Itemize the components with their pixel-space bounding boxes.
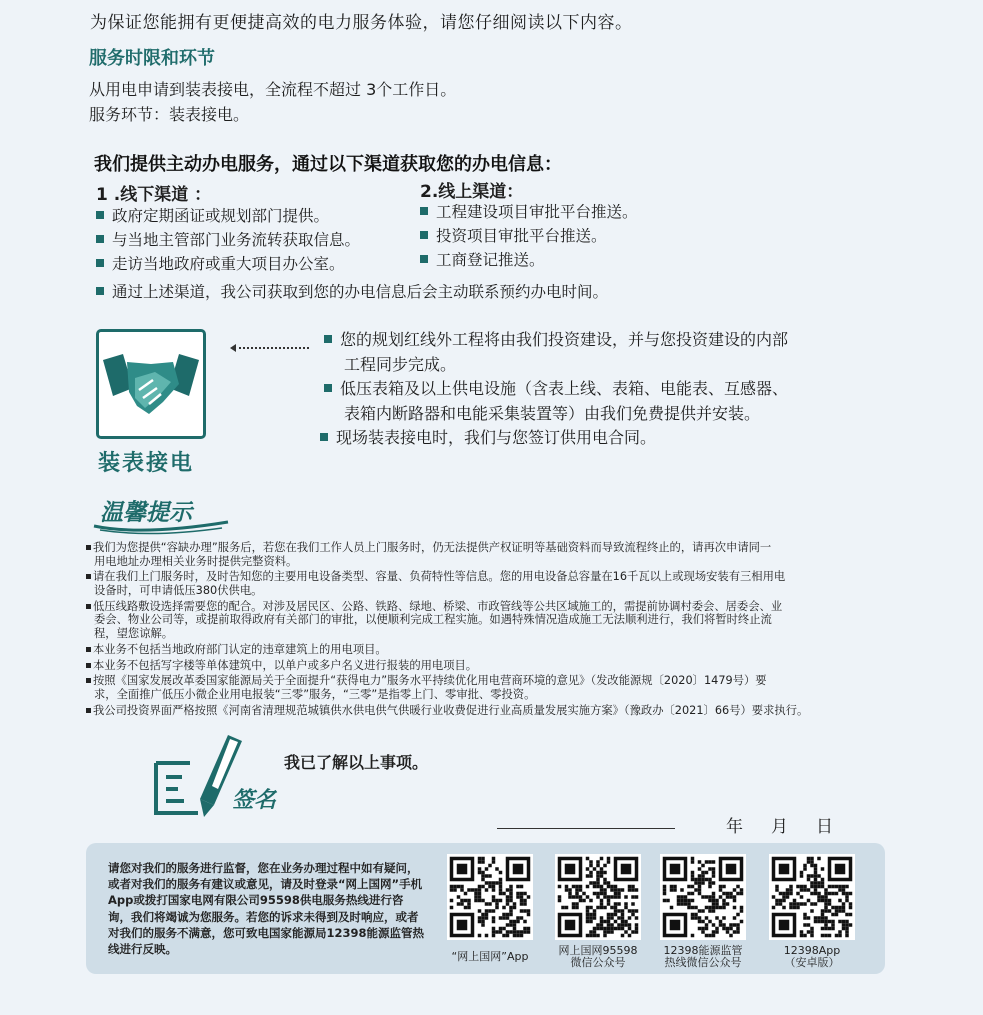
bullet-icon [420, 207, 428, 215]
bullet-icon [96, 235, 104, 243]
bullet-icon [96, 287, 104, 295]
bullet-icon [96, 211, 104, 219]
tips-logo [92, 492, 232, 540]
bullet-icon [86, 647, 91, 652]
handshake-icon [96, 329, 206, 439]
list-item: 请在我们上门服务时，及时告知您的主要用电设备类型、容量、负荷特性等信息。您的用电设备总容量在16千瓦以上或现场安装有三相用电 设备时，可申请低压380伏供电。 [86, 570, 886, 597]
bullet-icon [420, 255, 428, 263]
tips-notes [86, 541, 886, 719]
list-item: 工商登记推送。 [420, 248, 638, 272]
date-month-label: 月 [771, 817, 788, 837]
bullet-icon [324, 335, 332, 343]
bullet-icon [324, 384, 332, 392]
arrow-left-icon [230, 338, 312, 357]
list-item: 低压表箱及以上供电设施（含表上线、表箱、电能表、互感器、 [324, 377, 788, 402]
list-item: 投资项目审批平台推送。 [420, 224, 638, 248]
acknowledge-text: 我已了解以上事项。 [284, 753, 429, 772]
date-day-label: 日 [816, 817, 833, 837]
intro-text: 为保证您能拥有更便捷高效的电力服务体验，请您仔细阅读以下内容。 [90, 13, 633, 33]
qrcode-wechat-95598[interactable] [555, 854, 641, 944]
qrcode-12398-app[interactable] [769, 854, 855, 944]
list-item: 走访当地政府或重大项目办公室。 [96, 252, 360, 276]
install-label: 装表接电 [98, 451, 195, 476]
offline-channels-heading: 1 .线下渠道 ： [96, 185, 212, 205]
bullet-icon [320, 433, 328, 441]
list-item: 低压线路敷设选择需要您的配合。对涉及居民区、公路、铁路、绿地、桥梁、市政管线等公共区域施工的，需提前协调村委会、居委会、业 委会、物业公司等，或提前取得政府有关部门的审批，以便顺利完成工程实施。如遇特殊情况造成施工无法顺利进行，我们将暂时终止流 程，望您谅解。 [86, 600, 886, 641]
offline-channel-list [96, 204, 360, 276]
qrcode-icon [660, 854, 746, 940]
online-channels-heading: 2.线上渠道： [420, 182, 524, 202]
list-item: 我公司投资界面严格按照《河南省清理规范城镇供水供电供气供暖行业收费促进行业高质量发展实施方案》（豫政办〔2021〕66号）要求执行。 [86, 704, 886, 718]
qrcode-icon [447, 854, 533, 940]
list-item: 我们为您提供“容缺办理”服务后，若您在我们工作人员上门服务时，仍无法提供产权证明等基础资料而导致流程终止的，请再次申请同一 用电地址办理相关业务时提供完整资料。 [86, 541, 886, 568]
bullet-icon [86, 678, 91, 683]
qrcode-app[interactable] [447, 854, 533, 944]
list-item: 现场装表接电时，我们与您签订供用电合同。 [320, 426, 788, 451]
list-item: 本业务不包括当地政府部门认定的违章建筑上的用电项目。 [86, 643, 886, 657]
qrcode-caption: 网上国网95598 微信公众号 [558, 944, 638, 969]
signature-pen-icon [150, 727, 285, 843]
qrcode-icon [555, 854, 641, 940]
list-item: 与当地主管部门业务流转获取信息。 [96, 228, 360, 252]
bullet-icon [96, 259, 104, 267]
qrcode-caption: “网上国网”App [451, 950, 529, 963]
channels-heading: 我们提供主动办电服务，通过以下渠道获取您的办电信息： [94, 154, 562, 175]
list-item: 按照《国家发展改革委国家能源局关于全面提升“获得电力”服务水平持续优化用电营商环境的意见》（发改能源规〔2020〕1479号）要 求，全面推广低压小微企业用电报装“三零”服务，“三零”是指零上门、零审批、零投资。 [86, 674, 886, 701]
list-item: 工程建设项目审批平台推送。 [420, 200, 638, 224]
bullet-icon [86, 545, 91, 550]
list-item: 本业务不包括写字楼等单体建筑中，以单户或多户名义进行报装的用电项目。 [86, 659, 886, 673]
list-item-continuation: 工程同步完成。 [344, 354, 457, 374]
date-field[interactable] [726, 812, 833, 837]
qrcode-caption: 12398能源监管 热线微信公众号 [663, 944, 743, 969]
bullet-icon [86, 604, 91, 609]
bullet-icon [86, 708, 91, 713]
qrcode-icon [769, 854, 855, 940]
install-list [324, 328, 788, 451]
service-steps: 服务环节：装表接电。 [89, 105, 250, 124]
sign-label: 签名 [232, 787, 277, 813]
service-time-limit: 从用电申请到装表接电，全流程不超过 3个工作日。 [89, 80, 457, 99]
bullet-icon [86, 574, 91, 579]
qrcode-caption: 12398App （安卓版） [783, 944, 841, 969]
online-channel-list [420, 200, 638, 272]
signature-line[interactable] [497, 828, 675, 829]
tips-logo-text: 温馨提示 [100, 499, 192, 526]
date-year-label: 年 [726, 817, 743, 837]
footer-supervision-text: 请您对我们的服务进行监督，您在业务办理过程中如有疑问，或者对我们的服务有建议或意见，请及时登录“网上国网”手机App或拨打国家电网有限公司95598供电服务热线进行咨询，我们将竭诚为您服务。若您的诉求未得到及时响应，或者对我们的服务不满意，您可致电国家能源局12398能源监管热线进行反映。 [108, 861, 425, 957]
list-item: 政府定期函证或规划部门提供。 [96, 204, 360, 228]
channels-summary: 通过上述渠道，我公司获取到您的办电信息后会主动联系预约办电时间。 [96, 280, 608, 304]
service-section-heading: 服务时限和环节 [89, 48, 215, 69]
bullet-icon [420, 231, 428, 239]
bullet-icon [86, 663, 91, 668]
qrcode-wechat-12398[interactable] [660, 854, 746, 944]
list-item: 您的规划红线外工程将由我们投资建设，并与您投资建设的内部 [324, 328, 788, 353]
list-item-continuation: 表箱内断路器和电能采集装置等）由我们免费提供并安装。 [344, 403, 761, 423]
